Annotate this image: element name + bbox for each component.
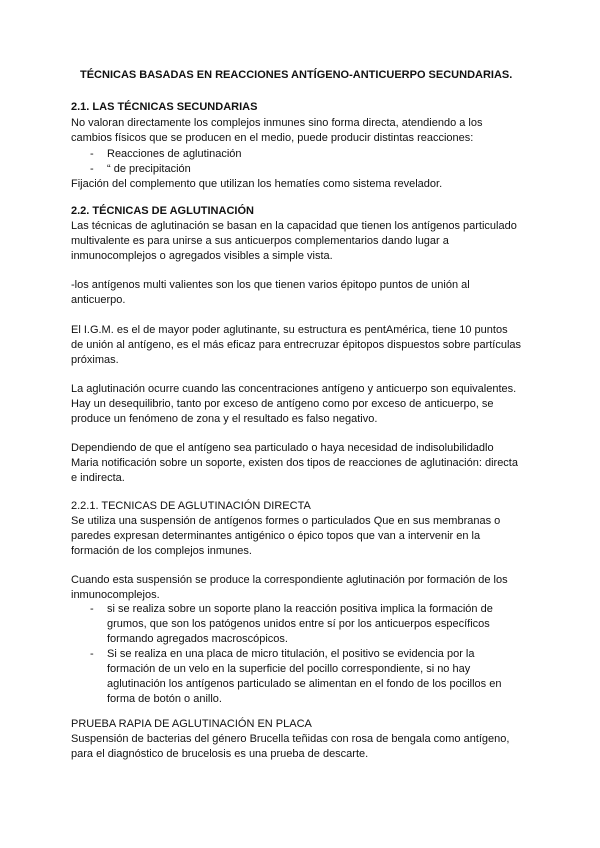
paragraph-line: -los antígenos multi valientes son los que tienen varios épitopo puntos de unión al xyxy=(71,279,470,291)
paragraph-line: paredes expresan determinantes antigénico o épico topos que van a intervenir en la xyxy=(71,530,481,542)
section-heading-prueba-rapida: PRUEBA RAPIA DE AGLUTINACIÓN EN PLACA xyxy=(71,718,312,730)
paragraph-line: inmunocomplejos o agregados visibles a simple vista. xyxy=(71,250,333,262)
section-heading-2-1: 2.1. LAS TÉCNICAS SECUNDARIAS xyxy=(71,101,258,113)
paragraph-line: El I.G.M. es el de mayor poder aglutinante, su estructura es pentAmérica, tiene 10 puntos xyxy=(71,324,508,336)
list-dash: - xyxy=(90,648,94,660)
list-item: Reacciones de aglutinación xyxy=(107,148,242,160)
paragraph-line: anticuerpo. xyxy=(71,294,126,306)
paragraph-line: Cuando esta suspensión se produce la correspondiente aglutinación por formación de los xyxy=(71,574,508,586)
bullet-line: Si se realiza en una placa de micro titulación, el positivo se evidencia por la xyxy=(107,648,475,660)
bullet-line: formando agregados macroscópicos. xyxy=(107,633,288,645)
paragraph-line: Hay un desequilibrio, tanto por exceso de antígeno como por exceso de anticuerpo, se xyxy=(71,398,494,410)
bullet-line: grumos, que son los patógenos unidos entre sí por los anticuerpos específicos xyxy=(107,618,490,630)
paragraph-line: inmunocomplejos. xyxy=(71,589,160,601)
paragraph-line: Suspensión de bacterias del género Brucella teñidas con rosa de bengala como antígeno, xyxy=(71,733,510,745)
section-heading-2-2-1: 2.2.1. TECNICAS DE AGLUTINACIÓN DIRECTA xyxy=(71,500,311,512)
page-title: TÉCNICAS BASADAS EN REACCIONES ANTÍGENO-ANTICUERPO SECUNDARIAS. xyxy=(80,69,513,81)
list-item: “ de precipitación xyxy=(107,163,191,175)
paragraph-line: Dependiendo de que el antígeno sea particulado o haya necesidad de indisolubilidadlo xyxy=(71,442,494,454)
paragraph-line: multivalente es para unirse a sus anticuerpos complementarios dando lugar a xyxy=(71,235,449,247)
bullet-line: formación de un velo en la superficie del pocillo correspondiente, si no hay xyxy=(107,663,471,675)
section-heading-2-2: 2.2. TÉCNICAS DE AGLUTINACIÓN xyxy=(71,205,254,217)
list-dash: - xyxy=(90,603,94,615)
paragraph-line: próximas. xyxy=(71,354,119,366)
paragraph-line: produce un fenómeno de zona y el resultado es falso negativo. xyxy=(71,413,378,425)
paragraph-line: Fijación del complemento que utilizan los hematíes como sistema revelador. xyxy=(71,178,443,190)
paragraph-line: Se utiliza una suspensión de antígenos formes o particulados Que en sus membranas o xyxy=(71,515,501,527)
paragraph-line: cambios físicos que se producen en el medio, puede producir distintas reacciones: xyxy=(71,132,474,144)
paragraph-line: para el diagnóstico de brucelosis es una prueba de descarte. xyxy=(71,748,369,760)
paragraph-line: No valoran directamente los complejos inmunes sino forma directa, atendiendo a los xyxy=(71,117,483,129)
paragraph-line: formación de los complejos inmunes. xyxy=(71,545,252,557)
paragraph-line: Maria notificación sobre un soporte, existen dos tipos de reacciones de aglutinación: directa xyxy=(71,457,518,469)
paragraph-line: de unión al antígeno, es el más eficaz para entrecruzar épitopos dispuestos sobre partículas xyxy=(71,339,522,351)
paragraph-line: La aglutinación ocurre cuando las concentraciones antígeno y anticuerpo son equivalentes. xyxy=(71,383,517,395)
bullet-line: si se realiza sobre un soporte plano la reacción positiva implica la formación de xyxy=(107,603,493,615)
paragraph-line: e indirecta. xyxy=(71,472,125,484)
paragraph-line: Las técnicas de aglutinación se basan en la capacidad que tienen los antígenos particulado xyxy=(71,220,517,232)
list-dash: - xyxy=(90,163,94,175)
list-dash: - xyxy=(90,148,94,160)
bullet-line: aglutinación los antígenos particulado se alimentan en el fondo de los pocillos en xyxy=(107,678,502,690)
bullet-line: forma de botón o anillo. xyxy=(107,693,222,705)
